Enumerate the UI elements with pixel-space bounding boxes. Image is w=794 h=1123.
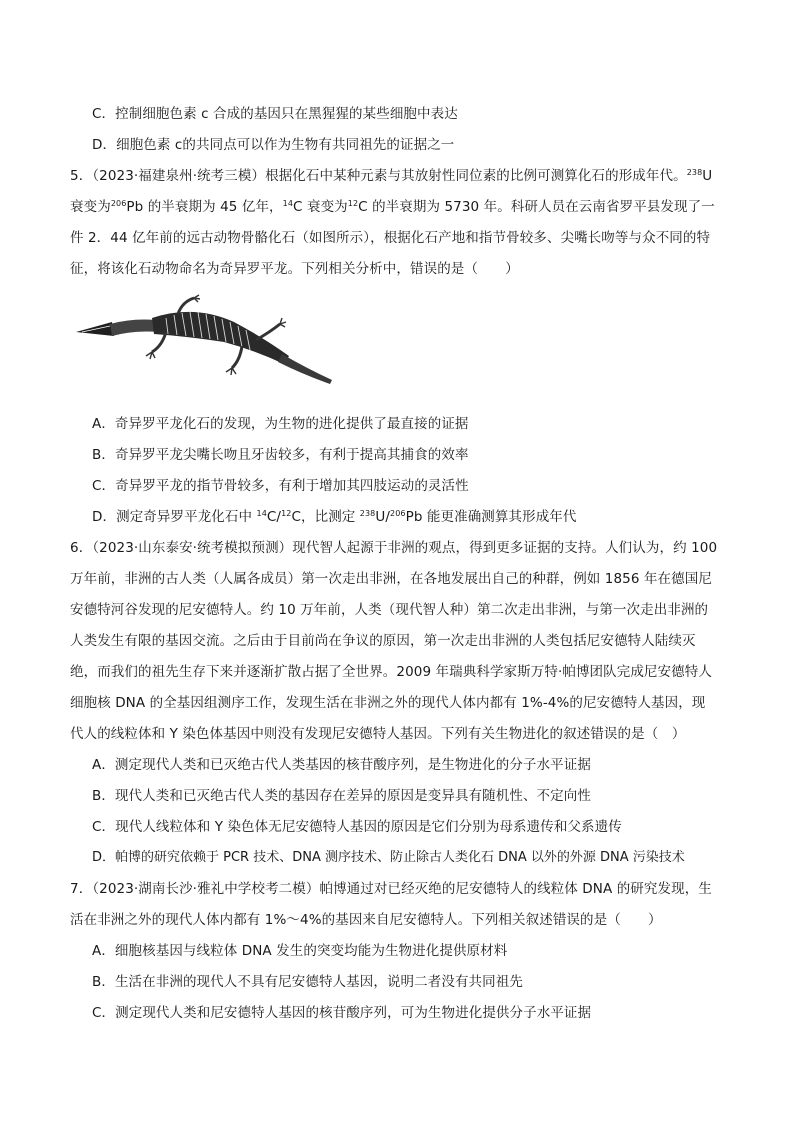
q5-option-d: D．测定奇异罗平龙化石中 $^{14}$C/$^{12}$C，比测定 $^{238}$U/$^{206}$Pb 能更准确测算其形成年代 [92,509,577,525]
q4-option-d: D．细胞色素 c的共同点可以作为生物有共同祖先的证据之一 [92,137,455,153]
fossil-illustration [74,292,336,388]
q5-option-a: A．奇异罗平龙化石的发现，为生物的进化提供了最直接的证据 [92,416,469,432]
q7-option-a: A．细胞核基因与线粒体 DNA 发生的突变均能为生物进化提供原材料 [92,943,508,959]
q6-stem-line-6: 细胞核 DNA 的全基因组测序工作，发现生活在非洲之外的现代人体内都有 1%-4%的尼安德特人基因，现 [70,695,706,711]
q6-stem-line-3: 安德特河谷发现的尼安德特人。约 10 万年前，人类（现代智人种）第二次走出非洲，与第一次走出非洲的 [70,602,709,618]
q6-option-b: B．现代人类和已灭绝古代人类的基因存在差异的原因是变异具有随机性、不定向性 [92,788,591,804]
q6-option-d: D．帕博的研究依赖于 PCR 技术、DNA 测序技术、防止除古人类化石 DNA 以外的外源 DNA 污染技术 [92,850,685,865]
q6-option-c: C．现代人线粒体和 Y 染色体无尼安德特人基因的原因是它们分别为母系遗传和父系遗传 [92,819,622,835]
q5-stem-line-3: 件 2．44 亿年前的远古动物骨骼化石（如图所示），根据化石产地和指节骨较多、尖嘴长吻等与众不同的特 [70,230,711,246]
q5-stem-line-4: 征，将该化石动物命名为奇异罗平龙。下列相关分析中，错误的是（ ） [70,261,519,277]
q6-stem-line-7: 代人的线粒体和 Y 染色体基因中则没有发现尼安德特人基因。下列有关生物进化的叙述错误的是（ ） [70,726,686,742]
q6-option-a: A．测定现代人类和已灭绝古代人类基因的核苷酸序列，是生物进化的分子水平证据 [92,757,591,773]
q6-stem-line-5: 绝，而我们的祖先生存下来并逐渐扩散占据了全世界。2009 年瑞典科学家斯万特·帕博团队完成尼安德特人 [70,664,712,680]
q6-stem-line-2: 万年前，非洲的古人类（人属各成员）第一次走出非洲，在各地发展出自己的种群，例如 1856 年在德国尼 [70,571,712,587]
q6-stem-line-1: 6．（2023·山东泰安·统考模拟预测）现代智人起源于非洲的观点，得到更多证据的支持。人们认为，约 100 [70,540,718,556]
q7-option-c: C．测定现代人类和尼安德特人基因的核苷酸序列，可为生物进化提供分子水平证据 [92,1005,592,1021]
q7-option-b: B．生活在非洲的现代人不具有尼安德特人基因，说明二者没有共同祖先 [92,974,523,990]
q5-stem-line-1: 5．（2023·福建泉州·统考三模）根据化石中某种元素与其放射性同位素的比例可测算化石的形成年代。$^{238}$U [70,168,713,184]
q6-stem-line-4: 人类发生有限的基因交流。之后由于目前尚在争议的原因，第一次走出非洲的人类包括尼安德特人陆续灭 [70,633,696,649]
q4-option-c: C．控制细胞色素 c 合成的基因只在黑猩猩的某些细胞中表达 [92,106,458,122]
q7-stem-line-1: 7．（2023·湖南长沙·雅礼中学校考二模）帕博通过对已经灭绝的尼安德特人的线粒体 DNA 的研究发现，生 [70,881,712,897]
q5-option-c: C．奇异罗平龙的指节骨较多，有利于增加其四肢运动的灵活性 [92,478,469,494]
q7-stem-line-2: 活在非洲之外的现代人体内都有 1%～4%的基因来自尼安德特人。下列相关叙述错误的是（ ） [70,912,662,928]
q5-option-b: B．奇异罗平龙尖嘴长吻且牙齿较多，有利于提高其捕食的效率 [92,447,469,463]
q5-stem-line-2: 衰变为$^{206}$Pb 的半衰期为 45 亿年，$^{14}$C 衰变为$^{12}$C 的半衰期为 5730 年。科研人员在云南省罗平县发现了一 [70,199,715,215]
